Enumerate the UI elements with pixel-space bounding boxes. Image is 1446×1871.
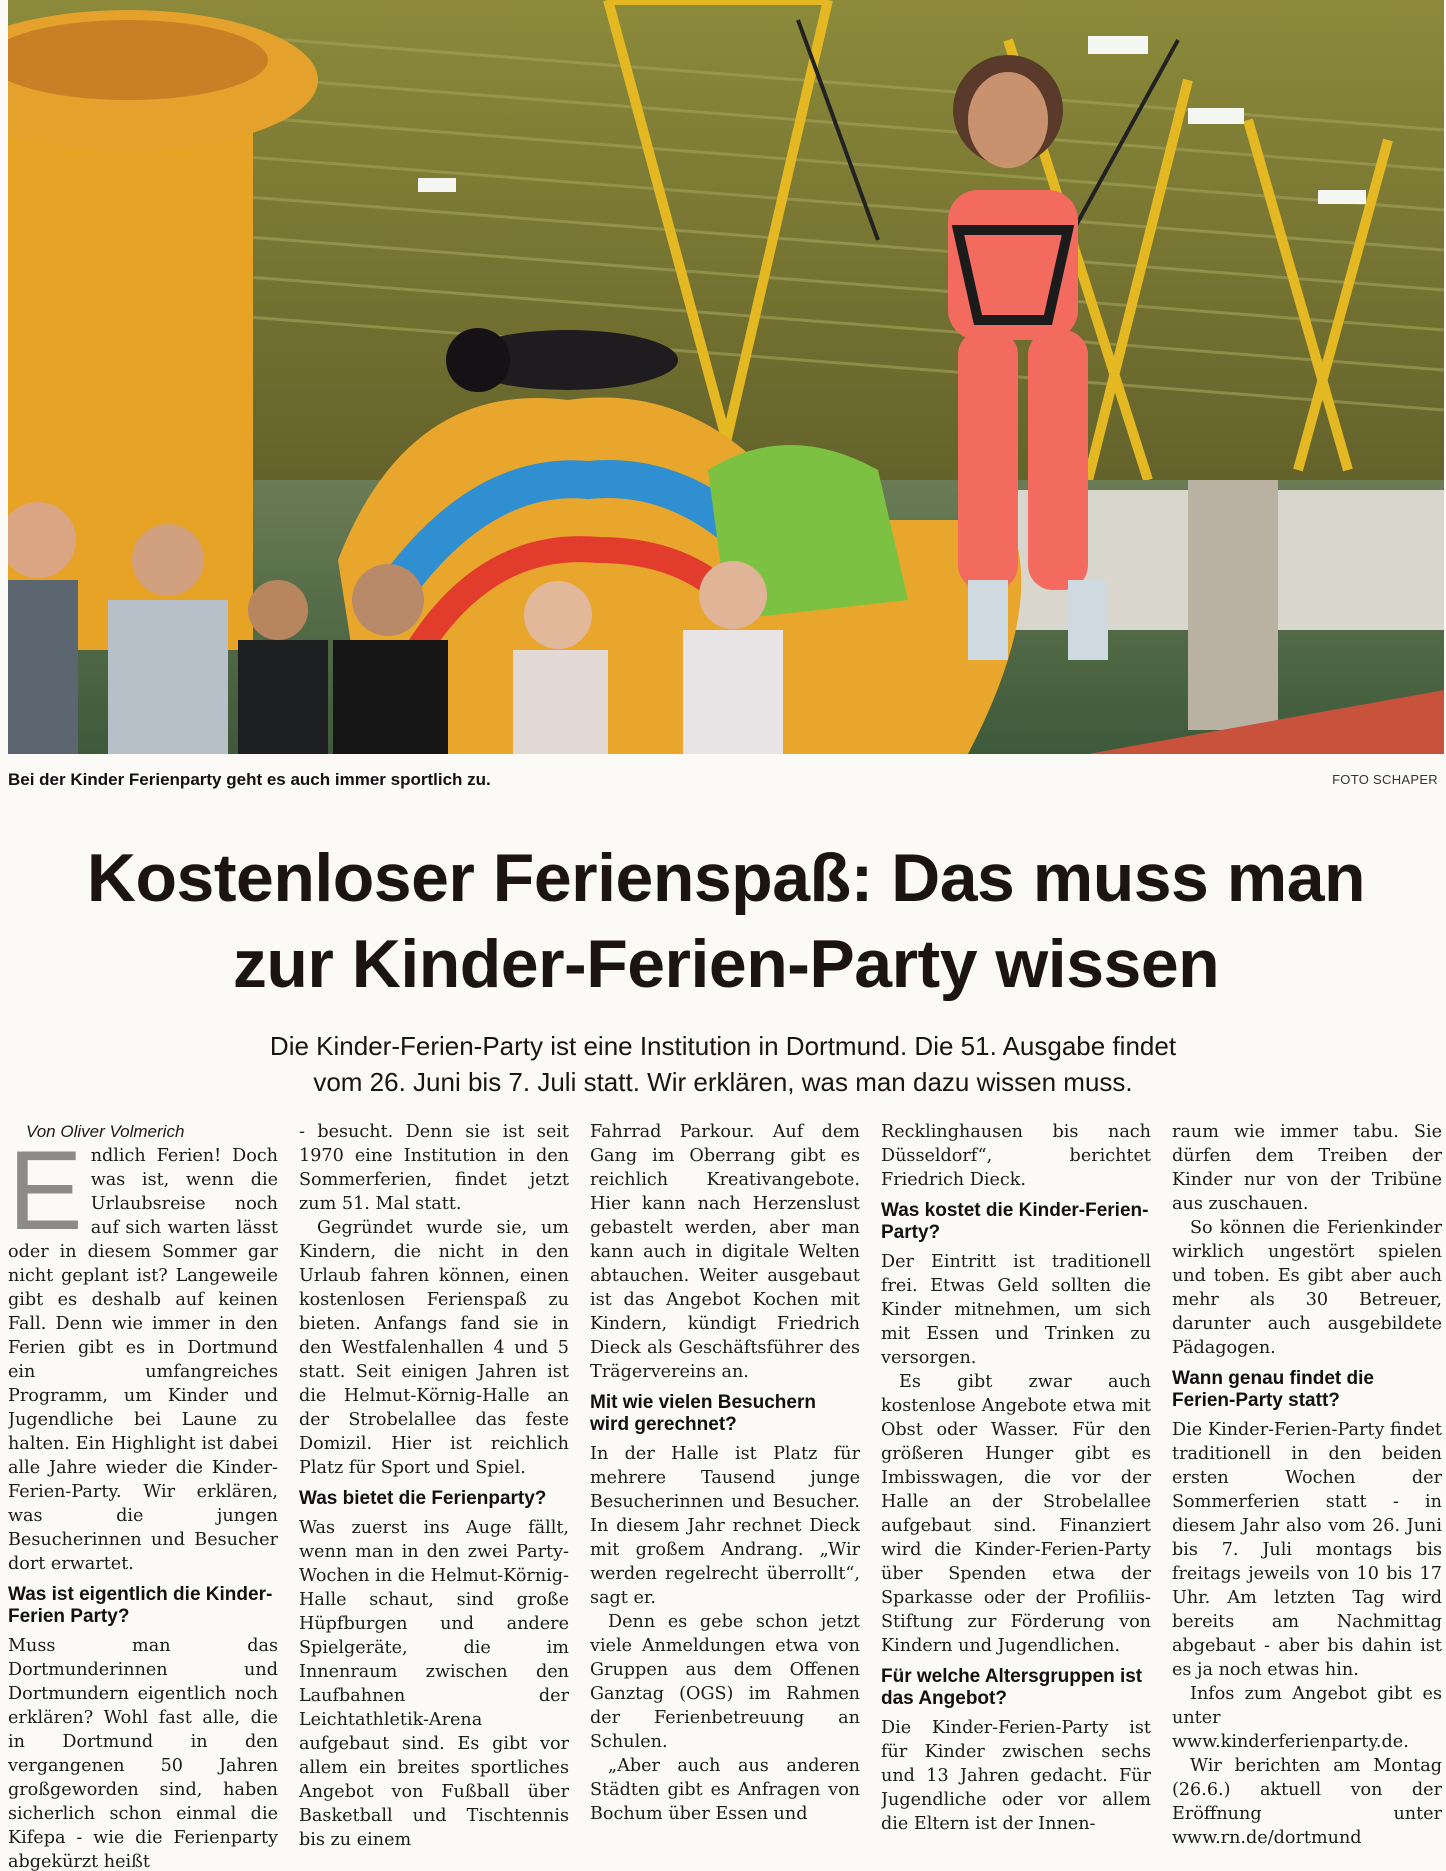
- paragraph: Gegründet wurde sie, um Kindern, die nicht in den Urlaub fahren können, einen kostenlosen Ferienspaß zu bieten. Anfangs fand sie in den Westfalenhallen 4 und 5 statt. Seit einigen Jahren ist die Helmut-Körnig-Halle an der Strobelallee das feste Domizil. Hier ist reichlich Platz für Sport und Spiel.: [299, 1218, 569, 1478]
- subheading: Was ist eigentlich die Kinder-Ferien Party?: [8, 1584, 273, 1627]
- paragraph: „Aber auch aus anderen Städten gibt es Anfragen von Bochum über Essen und: [590, 1756, 860, 1824]
- paragraph: Die Kinder-Ferien-Party ist für Kinder zwischen sechs und 13 Jahren gedacht. Für Jugendliche oder vor allem die Eltern ist der Innen-: [881, 1718, 1151, 1834]
- paragraph: raum wie immer tabu. Sie dürfen dem Treiben der Kinder nur von der Tribüne aus zuschauen.: [1172, 1122, 1442, 1214]
- paragraph: Fahrrad Parkour. Auf dem Gang im Oberrang gibt es reichlich Kreativangebote. Hier kann nach Herzenslust gebastelt werden, aber man kann auch in digitale Welten abtauchen. Weiter ausgebaut ist das Angebot Kochen mit Kindern, kündigt Friedrich Dieck als Geschäftsführer des Trägervereins an.: [590, 1122, 860, 1382]
- paragraph: Der Eintritt ist traditionell frei. Etwas Geld sollten die Kinder mitnehmen, um sich mit Essen und Trinken zu versorgen.: [881, 1252, 1151, 1368]
- standfirst-line-2: vom 26. Juni bis 7. Juli statt. Wir erklären, was man dazu wissen muss.: [313, 1067, 1133, 1097]
- paragraph: Wir berichten am Montag (26.6.) aktuell von der Eröffnung unter www.rn.de/dortmund: [1172, 1756, 1442, 1848]
- standfirst-line-1: Die Kinder-Ferien-Party ist eine Institution in Dortmund. Die 51. Ausgabe findet: [269, 1031, 1177, 1061]
- paragraph: Es gibt zwar auch kostenlose Angebote etwa mit Obst oder Wasser. Für den größeren Hunger gibt es Imbisswagen, die vor der Halle an der Strobelallee aufgebaut sind. Finanziert wird die Kinder-Ferien-Party über Spenden etwa der Sparkasse oder der Profiliis-Stiftung zur Förderung von Kindern und Jugendlichen.: [881, 1372, 1151, 1656]
- headline-line-1: Kostenloser Ferienspaß: Das muss man: [86, 840, 1366, 916]
- subheading: Für welche Altersgruppen ist das Angebot?: [881, 1666, 1143, 1709]
- column-1: [8, 1120, 278, 1871]
- paragraph: Muss man das Dortmunderinnen und Dortmundern eigentlich noch erklären? Wohl fast alle, die in Dortmund in den vergangenen 50 Jahren großgeworden sind, haben sicherlich schon einmal die Kifepa - wie die Ferienparty abgekürzt heißt: [8, 1636, 278, 1871]
- subheading: Was kostet die Kinder-Ferien-Party?: [881, 1200, 1149, 1243]
- paragraph-text: ndlich Ferien! Doch was ist, wenn die Urlaubsreise noch auf sich warten lässt oder in diesem Sommer gar nicht geplant ist? Langeweile gibt es deshalb auf keinen Fall. Denn wie immer in den Ferien gibt es in Dortmund ein umfangreiches Programm, um Kinder und Jugendliche bei Laune zu halten. Ein Highlight ist dabei alle Jahre wieder die Kinder-Ferien-Party. Wir erklären, was die jungen Besucherinnen und Besucher dort erwartet.: [8, 1146, 278, 1574]
- paragraph: In der Halle ist Platz für mehrere Tausend junge Besucherinnen und Besucher. In diesem Jahr rechnet Dieck mit großem Andrang. „Wir werden regelrecht überrollt“, sagt er.: [590, 1444, 860, 1608]
- drop-cap: E: [8, 1128, 83, 1253]
- photo-illustration: [8, 0, 1444, 754]
- column-4: [881, 1120, 1151, 1871]
- article-standfirst: [150, 1028, 1296, 1100]
- paragraph: Was zuerst ins Auge fällt, wenn man in den zwei Party-Wochen in die Helmut-Körnig-Halle schaut, sind große Hüpfburgen und andere Spielgeräte, die im Innenraum zwischen den Laufbahnen der Leichtathletik-Arena aufgebaut sind. Es gibt vor allem ein breites sportliches Angebot von Fußball über Basketball und Tischtennis bis zu einem: [299, 1518, 569, 1850]
- photo-credit: FOTO SCHAPER: [1332, 772, 1438, 787]
- headline-line-2: zur Kinder-Ferien-Party wissen: [232, 926, 1220, 1002]
- photo-caption: [8, 766, 1444, 796]
- subheading: Wann genau findet die Ferien-Party statt?: [1172, 1368, 1374, 1411]
- article-body: [8, 1120, 1444, 1871]
- paragraph: Denn es gebe schon jetzt viele Anmeldungen etwa von Gruppen aus dem Offenen Ganztag (OGS) im Rahmen der Ferienbetreuung an Schulen.: [590, 1612, 860, 1752]
- paragraph: - besucht. Denn sie ist seit 1970 eine Institution in den Sommerferien, findet jetzt zum 51. Mal statt.: [299, 1122, 569, 1214]
- column-3: [590, 1120, 860, 1871]
- byline: Von Oliver Volmerich: [26, 1122, 185, 1141]
- column-2: [299, 1120, 569, 1871]
- paragraph: So können die Ferienkinder wirklich ungestört spielen und toben. Es gibt aber auch mehr als 30 Betreuer, darunter auch ausgebildete Pädagogen.: [1172, 1218, 1442, 1358]
- paragraph: Recklinghausen bis nach Düsseldorf“, berichtet Friedrich Dieck.: [881, 1122, 1151, 1190]
- caption-text: Bei der Kinder Ferienparty geht es auch immer sportlich zu.: [8, 770, 491, 789]
- subheading: Mit wie vielen Besuchern wird gerechnet?: [590, 1392, 816, 1435]
- column-5: [1172, 1120, 1442, 1871]
- article-photo: [8, 0, 1444, 754]
- subheading: Was bietet die Ferienparty?: [299, 1488, 547, 1509]
- article-headline: [8, 835, 1444, 1007]
- paragraph: Die Kinder-Ferien-Party findet traditionell in den beiden ersten Wochen der Sommerferien statt - in diesem Jahr also vom 26. Juni bis 7. Juli montags bis freitags jeweils von 10 bis 17 Uhr. Am letzten Tag wird bereits am Nachmittag abgebaut - aber bis dahin ist es ja noch etwas hin.: [1172, 1420, 1442, 1680]
- paragraph: Infos zum Angebot gibt es unter www.kinderferienparty.de.: [1172, 1684, 1442, 1752]
